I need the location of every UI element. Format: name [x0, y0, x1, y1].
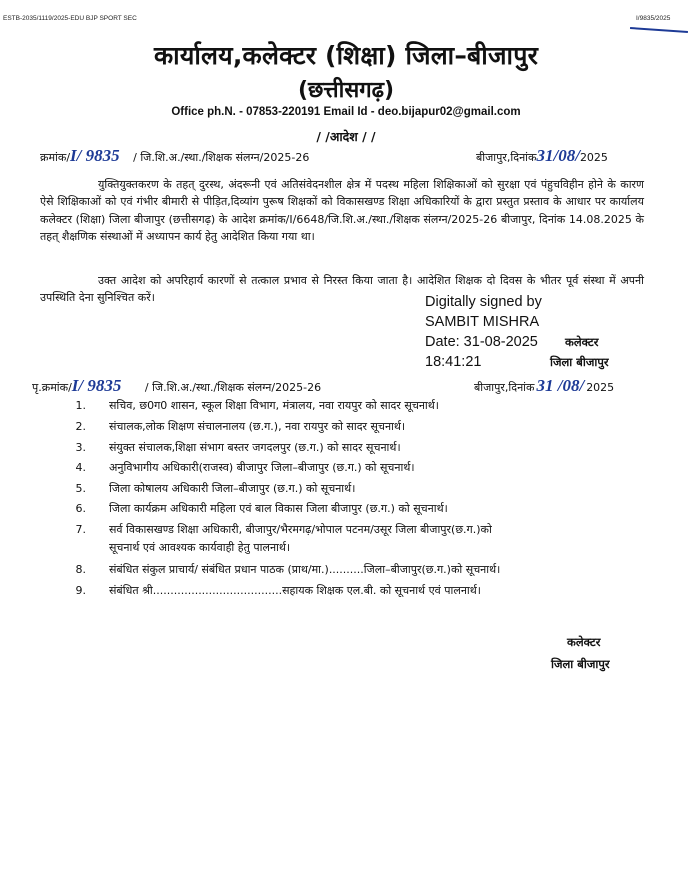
- signature-name: SAMBIT MISHRA: [425, 314, 540, 330]
- office-state: (छत्तीसगढ़): [297, 78, 395, 103]
- order-heading: / /आदेश / /: [316, 129, 376, 144]
- handwritten-endorsement-number: I/ 9835: [71, 376, 122, 395]
- list-item: 7. सर्व विकासखण्ड शिक्षा अधिकारी, बीजापुर/भैरमगढ़/भोपाल पटनम/उसूर जिला बीजापुर(छ.ग.)को सूचनार्थ एवं आवश्यक कार्यवाही हेतु पालनार्थ।: [75, 523, 492, 554]
- handwritten-underline: [630, 27, 688, 33]
- signature-date: Date: 31-08-2025: [425, 334, 538, 350]
- office-contact-line: Office ph.N. - 07853-220191 Email Id - deo.bijapur02@gmail.com: [171, 106, 521, 118]
- endorsement-date-prefix: बीजापुर,दिनांक: [474, 381, 535, 394]
- endorsement-date-year: 2025: [586, 381, 615, 394]
- handwritten-order-number: I/ 9835: [70, 146, 120, 165]
- digital-signature-block: [425, 292, 542, 372]
- list-item: 6. जिला कार्यक्रम अधिकारी महिला एवं बाल विकास जिला बीजापुर (छ.ग.) को सूचनार्थ।: [75, 502, 448, 515]
- list-item: 3. संयुक्त संचालक,शिक्षा संभाग बस्तर जगदलपुर (छ.ग.) को सादर सूचनार्थ।: [75, 441, 401, 454]
- order-date-line: [476, 146, 608, 166]
- signature-line-1: Digitally signed by: [425, 294, 542, 310]
- signature-time: 18:41:21: [425, 354, 482, 370]
- order-date-prefix: बीजापुर,दिनांक: [476, 151, 537, 164]
- list-item: 5. जिला कोषालय अधिकारी जिला–बीजापुर (छ.ग.) को सूचनार्थ।: [75, 482, 356, 495]
- collector-title-1: कलेक्टर: [565, 335, 599, 349]
- list-item: 9. संबंधित श्री.....................................सहायक शिक्षक एल.बी. को सूचनार्थ एवं पालनार्थ।: [75, 584, 481, 597]
- order-ref-suffix: / जि.शि.अ./स्था./शिक्षक संलग्न/2025-26: [133, 151, 310, 164]
- list-item: 1. सचिव, छ0ग0 शासन, स्कूल शिक्षा विभाग, मंत्रालय, नवा रायपुर को सादर सूचनार्थ।: [75, 399, 439, 412]
- office-title: कार्यालय,कलेक्टर (शिक्षा) जिला–बीजापुर: [153, 41, 539, 70]
- list-item: 2. संचालक,लोक शिक्षण संचालनालय (छ.ग.), नवा रायपुर को सादर सूचनार्थ।: [75, 420, 406, 433]
- collector-district-2: जिला बीजापुर: [551, 657, 610, 671]
- order-reference-line: [40, 146, 309, 166]
- order-paragraph-1: युक्तियुक्तकरण के तहत् दुरस्थ, अंदरूनी एवं अतिसंवेदनशील क्षेत्र में पदस्थ महिला शिक्षिकाओं को सुरक्षा एवं पंहुचविहीन होने के कारण ऐसे शिक्षिकाओं को एवं गंभीर बीमारी से पीड़ित,दिव्यांग पुरूष शिक्षकों को विकासखण्ड शिक्षा अधिकारियों के द्वारा प्रस्तुत प्रस्ताव के आधार पर कार्यालय कलेक्टर (शिक्षा) जिला बीजापुर (छत्तीसगढ़) के आदेश क्रमांक/I/6648/जि.शि.अ./स्था./शिक्षक संलग्न/2025-26 बीजापुर, दिनांक 14.08.2025 के तहत् शैक्षणिक संस्थाओं में अध्यापन कार्य हेतु आदेशित किया गया था।: [40, 178, 644, 243]
- endorsement-reference-line: [32, 376, 321, 396]
- endorsement-date-line: [474, 376, 614, 396]
- file-reference: ESTB-2035/1119/2025-EDU BJP SPORT SEC: [3, 15, 137, 22]
- dispatch-reference: I/9835/2025: [636, 15, 671, 22]
- order-ref-prefix: क्रमांक/: [40, 151, 71, 164]
- endorsement-ref-prefix: पृ.क्रमांक/: [32, 381, 72, 394]
- order-paragraph-2: उक्त आदेश को अपरिहार्य कारणों से तत्काल प्रभाव से निरस्त किया जाता है। आदेशित शिक्षक दो दिवस के भीतर पूर्व संस्था में अपनी उपस्थिति देना सुनिश्चित करें।: [40, 274, 644, 305]
- handwritten-endorsement-date: 31 /08/: [536, 376, 585, 395]
- endorsement-ref-suffix: / जि.शि.अ./स्था./शिक्षक संलग्न/2025-26: [144, 381, 322, 394]
- order-date-year: 2025: [579, 151, 608, 164]
- list-item: 4. अनुविभागीय अधिकारी(राजस्व) बीजापुर जिला–बीजापुर (छ.ग.) को सूचनार्थ।: [75, 461, 415, 474]
- collector-title-2: कलेक्टर: [567, 635, 601, 649]
- collector-district-1: जिला बीजापुर: [550, 355, 609, 369]
- handwritten-order-date: 31/08/: [536, 146, 580, 165]
- list-item: 8. संबंधित संकुल प्राचार्य/ संबंधित प्रधान पाठक (प्राथ/मा.)..........जिला–बीजापुर(छ.ग.)को सूचनार्थ।: [75, 563, 501, 576]
